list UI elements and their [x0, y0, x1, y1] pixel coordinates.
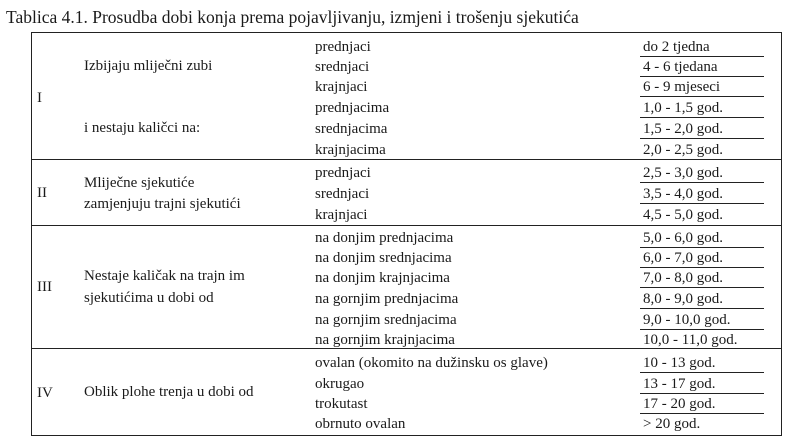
age-value: 1,5 - 2,0 god. — [643, 121, 723, 137]
age-value: 13 - 17 god. — [643, 376, 716, 392]
group-description: zamjenjuju trajni sjekutići — [84, 196, 241, 212]
age-value: 9,0 - 10,0 god. — [643, 312, 731, 328]
group-description: Izbijaju mliječni zubi — [84, 58, 213, 74]
age-value: 17 - 20 god. — [643, 396, 716, 412]
age-value: 3,5 - 4,0 god. — [643, 186, 723, 202]
group-numeral: I — [37, 90, 42, 106]
group-description: Mliječne sjekutiće — [84, 175, 195, 191]
tooth-part: obrnuto ovalan — [315, 416, 406, 432]
age-value: 4 - 6 tjedana — [643, 59, 718, 75]
age-underline — [640, 96, 764, 97]
age-underline — [640, 267, 764, 268]
tooth-part: trokutast — [315, 396, 368, 412]
tooth-part: srednjaci — [315, 186, 370, 202]
tooth-part: krajnjaci — [315, 79, 368, 95]
age-underline — [640, 203, 764, 204]
age-underline — [640, 247, 764, 248]
tooth-part: na gornjim srednjacima — [315, 312, 457, 328]
age-value: 1,0 - 1,5 god. — [643, 100, 723, 116]
age-value: 5,0 - 6,0 god. — [643, 230, 723, 246]
tooth-part: srednjaci — [315, 59, 370, 75]
age-value: 7,0 - 8,0 god. — [643, 270, 723, 286]
tooth-part: na gornjim krajnjacima — [315, 332, 455, 348]
tooth-part: prednjacima — [315, 100, 390, 116]
table-caption: Tablica 4.1. Prosudba dobi konja prema pojavljivanju, izmjeni i trošenju sjekutića — [6, 7, 579, 27]
group-numeral: IV — [37, 385, 53, 401]
group-separator — [31, 159, 782, 160]
age-value: 6,0 - 7,0 god. — [643, 250, 723, 266]
group-description: Nestaje kaličak na trajn im — [84, 268, 245, 284]
age-underline — [640, 56, 764, 57]
group-description: sjekutićima u dobi od — [84, 290, 214, 306]
group-numeral: III — [37, 279, 52, 295]
age-underline — [640, 138, 764, 139]
age-value: 8,0 - 9,0 god. — [643, 291, 723, 307]
group-description: Oblik plohe trenja u dobi od — [84, 384, 254, 400]
age-value: 6 - 9 mjeseci — [643, 79, 721, 95]
tooth-part: na donjim krajnjacima — [315, 270, 450, 286]
age-value: do 2 tjedna — [643, 39, 710, 55]
tooth-part: prednjaci — [315, 39, 371, 55]
tooth-part: srednjacima — [315, 121, 388, 137]
tooth-part: na donjim srednjacima — [315, 250, 452, 266]
tooth-part: ovalan (okomito na dužinsku os glave) — [315, 355, 548, 371]
age-underline — [640, 372, 764, 373]
age-value: > 20 god. — [643, 416, 701, 432]
tooth-part: na donjim prednjacima — [315, 230, 454, 246]
group-numeral: II — [37, 185, 47, 201]
group-separator — [31, 225, 782, 226]
age-value: 10 - 13 god. — [643, 355, 716, 371]
age-underline — [640, 413, 764, 414]
age-value: 2,5 - 3,0 god. — [643, 165, 723, 181]
age-value: 10,0 - 11,0 god. — [643, 332, 738, 348]
age-underline — [640, 308, 764, 309]
age-value: 4,5 - 5,0 god. — [643, 207, 723, 223]
tooth-part: krajnjaci — [315, 207, 368, 223]
age-underline — [640, 117, 764, 118]
tooth-part: okrugao — [315, 376, 365, 392]
age-underline — [640, 76, 764, 77]
tooth-part: krajnjacima — [315, 142, 386, 158]
age-underline — [640, 329, 764, 330]
tooth-part: na gornjim prednjacima — [315, 291, 459, 307]
age-underline — [640, 182, 764, 183]
age-underline — [640, 287, 764, 288]
age-value: 2,0 - 2,5 god. — [643, 142, 723, 158]
group-description: i nestaju kaličci na: — [84, 120, 201, 136]
tooth-part: prednjaci — [315, 165, 371, 181]
age-underline — [640, 393, 764, 394]
